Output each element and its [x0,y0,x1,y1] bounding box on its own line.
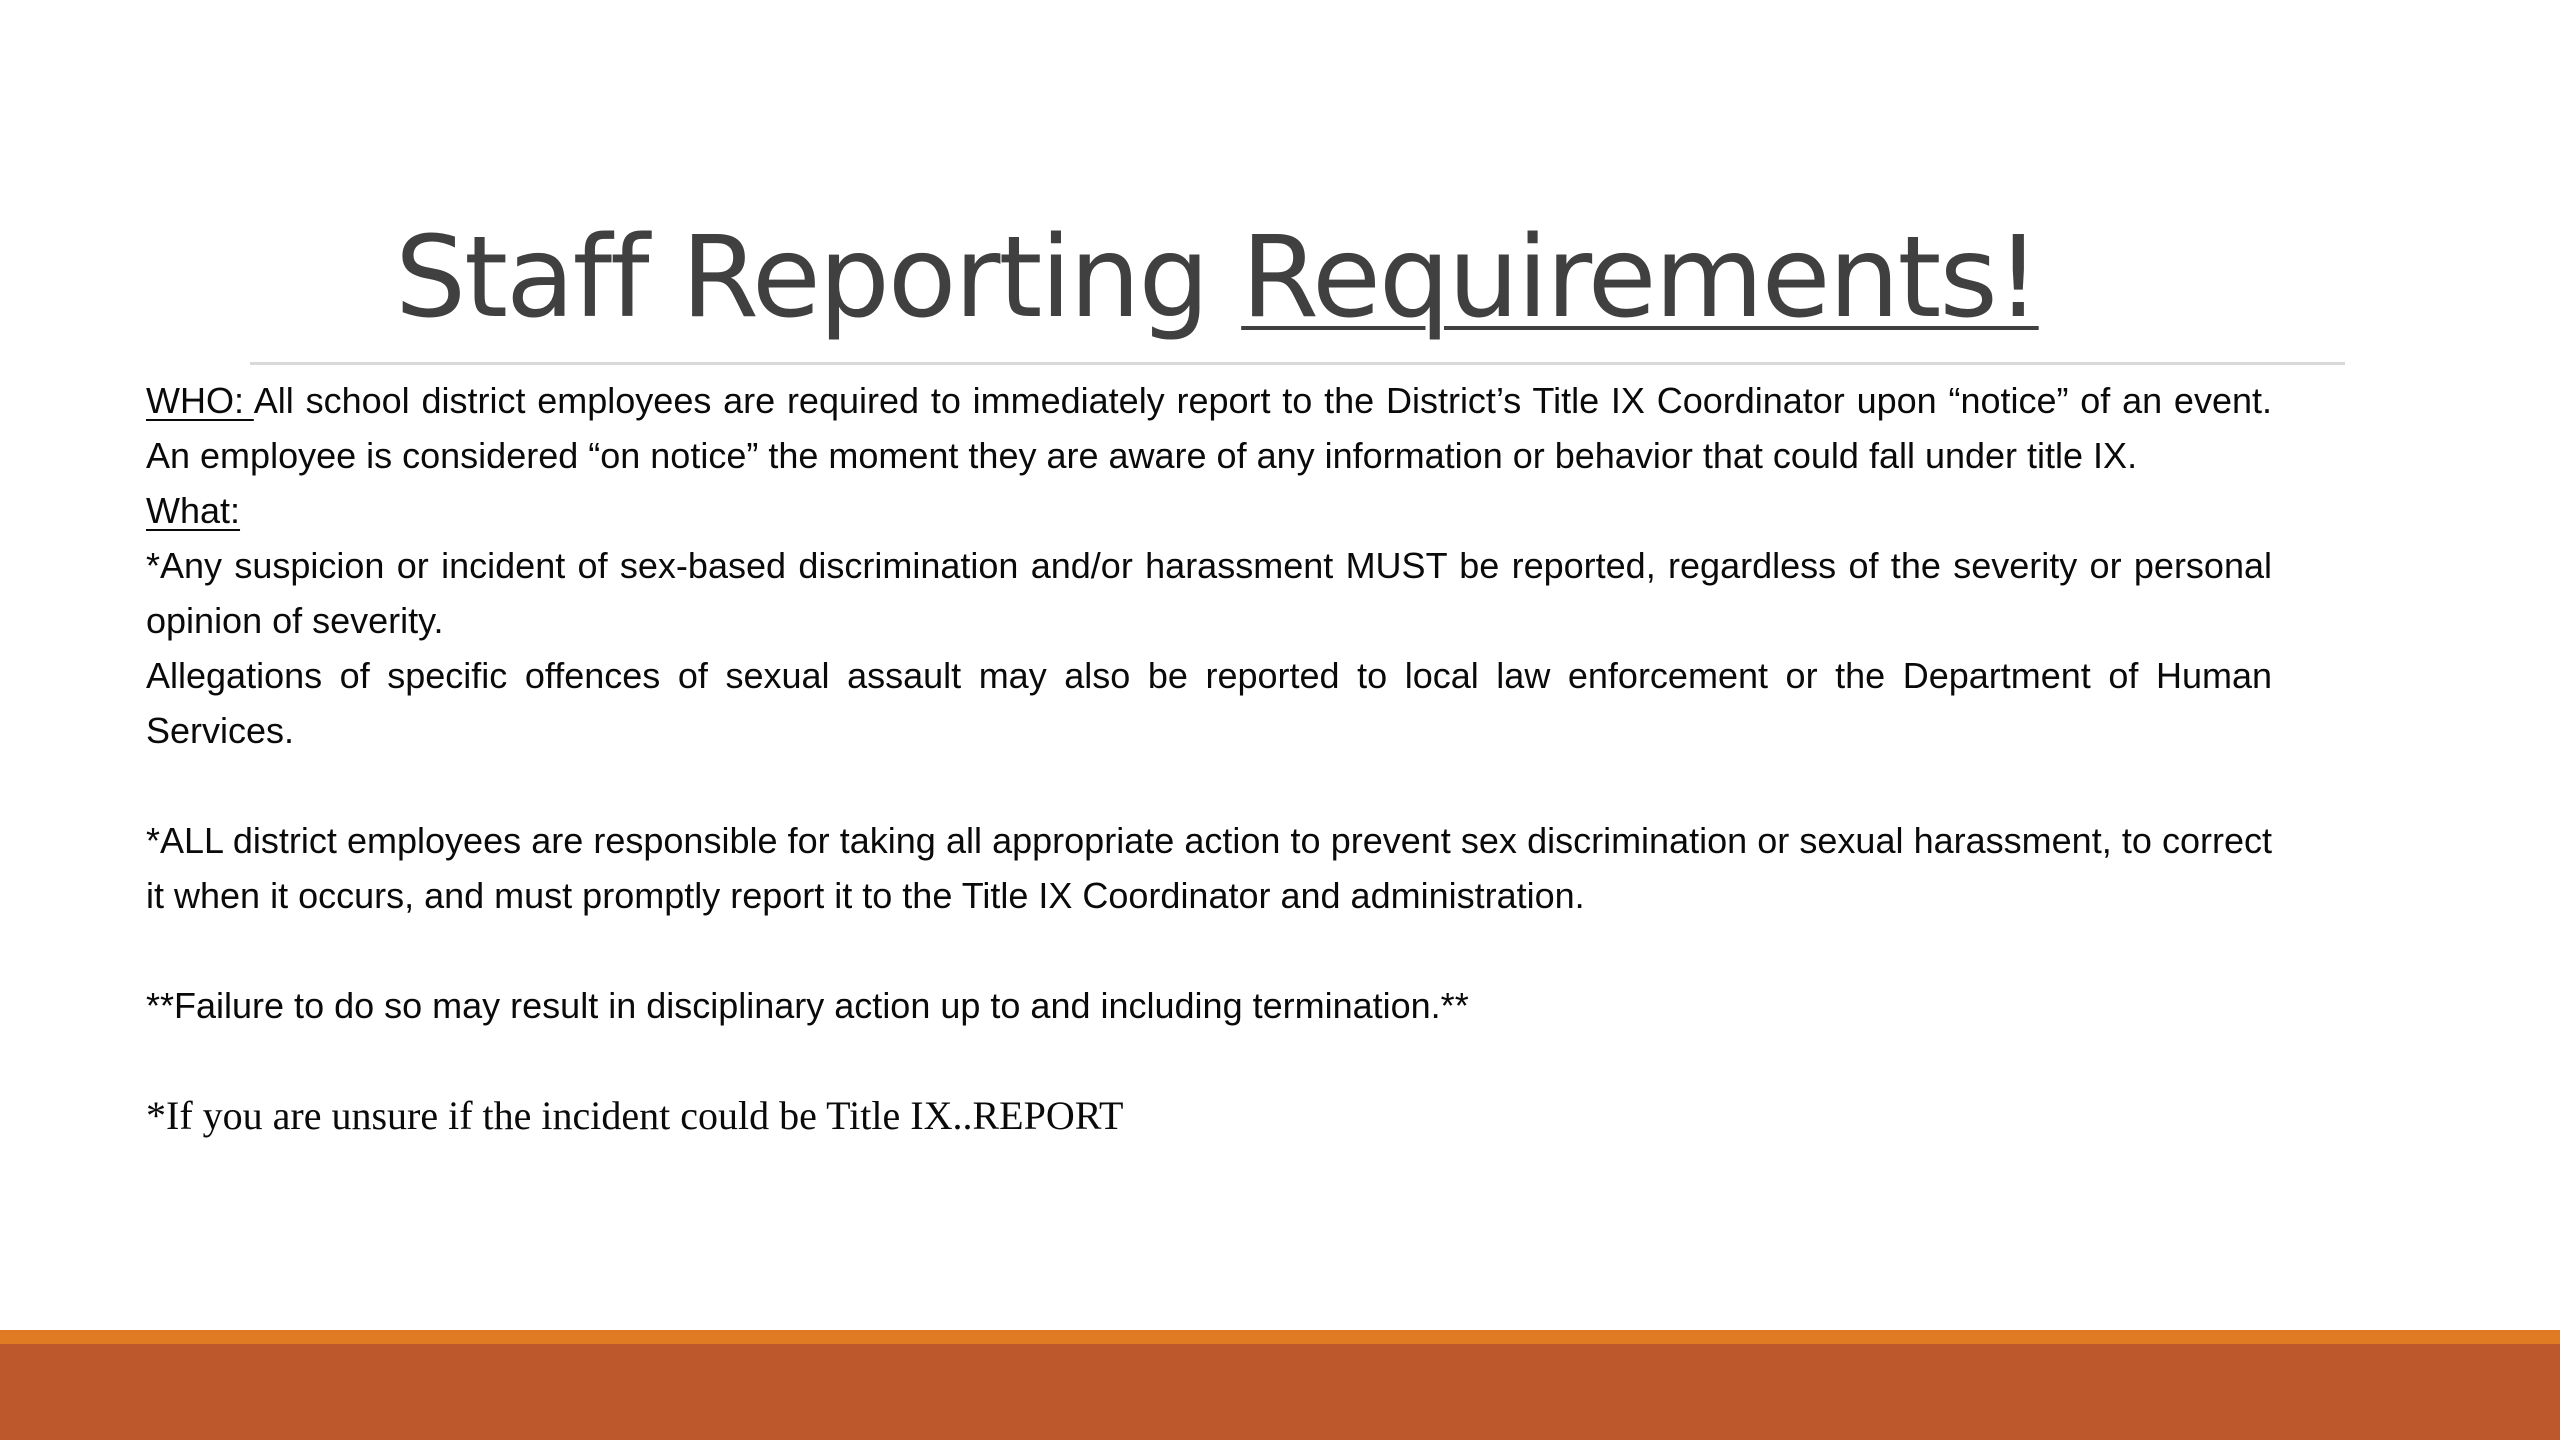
slide-title-part1: Staff Reporting [395,213,1242,343]
what-paragraph [146,483,2272,538]
who-label: WHO: [146,380,254,421]
responsibility-paragraph: *ALL district employees are responsible for taking all appropriate action to prevent sex discrimination or sexual harassment, to correct it when it occurs, and must promptly report it to the Title IX Coordinator and administration. [146,820,2272,916]
suspicion-paragraph: *Any suspicion or incident of sex-based discrimination and/or harassment MUST be reported, regardless of the severity or personal opinion of severity. [146,545,2272,641]
slide-title-part2: Requirements! [1241,213,2039,343]
what-label: What: [146,490,241,531]
spacer [146,923,2272,978]
who-paragraph [146,373,2272,483]
failure-paragraph: **Failure to do so may result in disciplinary action up to and including termination.** [146,985,1469,1026]
unsure-paragraph: *If you are unsure if the incident could be Title IX..REPORT [146,1093,1124,1138]
footer-band [0,1344,2560,1440]
allegations-paragraph: Allegations of specific offences of sexual assault may also be reported to local law enforcement or the Department of Human Services. [146,655,2272,751]
spacer [146,1033,2272,1088]
slide-title [395,208,2039,348]
slide-body [146,373,2272,1143]
spacer [146,758,2272,813]
who-text: All school district employees are required to immediately report to the District’s Title IX Coordinator upon “notice” of an event. An employee is considered “on notice” the moment they are aware of any information or behavior that could fall under title IX. [146,380,2272,476]
title-divider [250,362,2345,365]
footer-accent-stripe [0,1330,2560,1344]
